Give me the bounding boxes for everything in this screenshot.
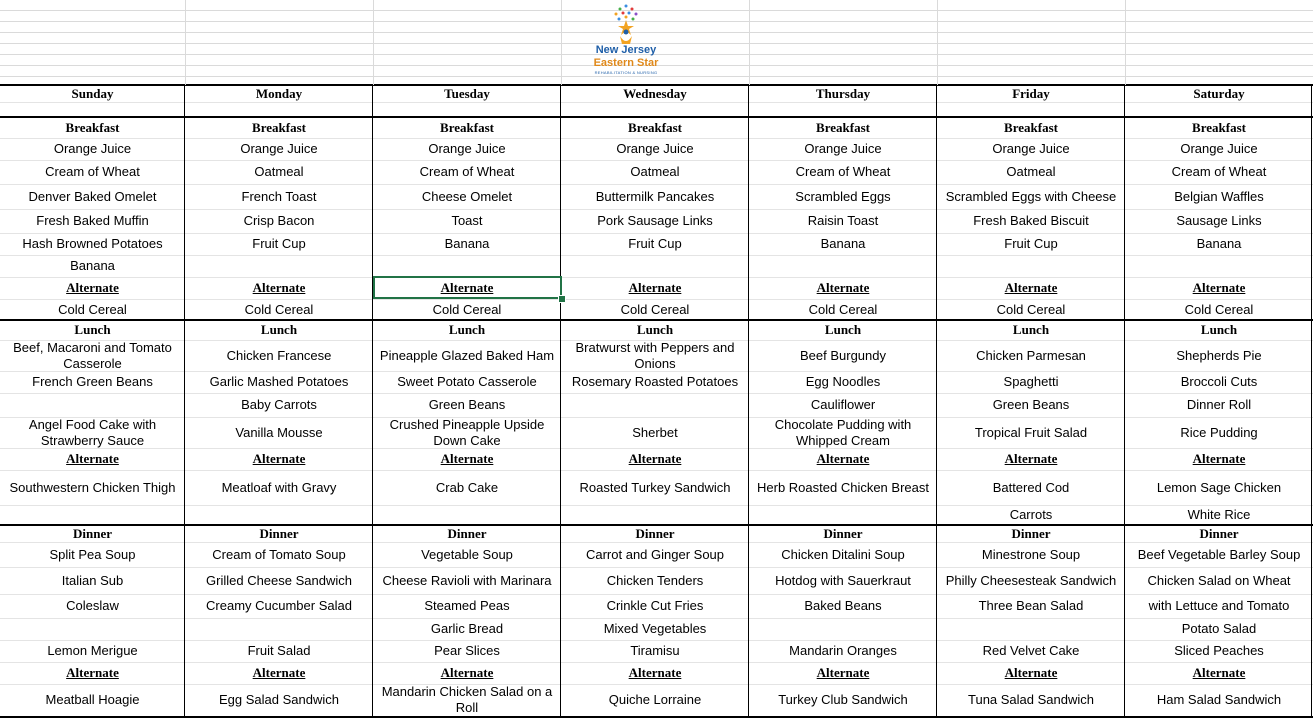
breakfast-item[interactable] xyxy=(561,255,749,277)
dinner-item[interactable]: Lemon Merigue xyxy=(47,643,138,658)
alternate-label[interactable]: Alternate xyxy=(66,280,119,295)
lunch-alternate[interactable]: Battered Cod xyxy=(992,479,1070,495)
breakfast-alternate[interactable]: Cold Cereal xyxy=(808,301,878,317)
breakfast-item[interactable]: Buttermilk Pancakes xyxy=(595,188,715,204)
breakfast-item[interactable]: Banana xyxy=(820,236,866,251)
dinner-item[interactable]: Cream of Tomato Soup xyxy=(212,546,346,562)
breakfast-header[interactable]: Breakfast xyxy=(252,119,306,135)
lunch-item[interactable]: Baby Carrots xyxy=(241,397,317,412)
lunch-extra[interactable] xyxy=(561,505,749,525)
dinner-header[interactable]: Dinner xyxy=(73,525,112,541)
breakfast-item[interactable]: Banana xyxy=(70,258,115,273)
dinner-item[interactable]: Chicken Salad on Wheat xyxy=(1147,572,1291,588)
dinner-item[interactable]: Split Pea Soup xyxy=(49,546,136,562)
fill-handle[interactable] xyxy=(558,295,566,303)
dinner-item[interactable]: Baked Beans xyxy=(804,598,882,613)
dinner-item[interactable]: Red Velvet Cake xyxy=(982,643,1080,658)
alternate-label[interactable]: Alternate xyxy=(1004,280,1058,295)
breakfast-item[interactable] xyxy=(749,255,937,277)
breakfast-header[interactable]: Breakfast xyxy=(440,119,494,135)
lunch-header[interactable]: Lunch xyxy=(260,322,298,337)
lunch-extra[interactable]: White Rice xyxy=(1187,507,1251,522)
dinner-item[interactable]: Beef Vegetable Barley Soup xyxy=(1137,546,1301,562)
breakfast-item[interactable]: Belgian Waffles xyxy=(1174,188,1264,204)
dinner-header[interactable]: Dinner xyxy=(447,525,487,541)
lunch-item[interactable]: Egg Noodles xyxy=(805,374,881,389)
lunch-extra[interactable] xyxy=(0,505,185,525)
logo-line-3: REHABILITATION & NURSING xyxy=(594,70,658,75)
day-header[interactable]: Tuesday xyxy=(444,85,490,101)
dinner-alternate[interactable]: Tuna Salad Sandwich xyxy=(968,692,1094,707)
breakfast-item[interactable]: Cream of Wheat xyxy=(419,164,515,179)
dinner-alternate[interactable]: Meatball Hoagie xyxy=(45,692,140,707)
day-header[interactable]: Wednesday xyxy=(623,85,687,101)
lunch-item[interactable]: French Green Beans xyxy=(32,374,153,389)
dinner-alternate[interactable]: Mandarin Chicken Salad on a Roll xyxy=(381,684,553,715)
dinner-item[interactable]: Minestrone Soup xyxy=(981,546,1081,562)
lunch-item[interactable]: Chocolate Pudding with Whipped Cream xyxy=(774,416,912,448)
lunch-item[interactable]: Garlic Mashed Potatoes xyxy=(209,374,349,389)
lunch-alternate[interactable]: Meatloaf with Gravy xyxy=(221,479,337,495)
dinner-alternate[interactable]: Ham Salad Sandwich xyxy=(1156,692,1282,707)
dinner-item[interactable]: Chicken Tenders xyxy=(606,572,704,588)
lunch-alternate[interactable]: Lemon Sage Chicken xyxy=(1156,479,1282,495)
dinner-item[interactable]: Crinkle Cut Fries xyxy=(606,598,704,613)
breakfast-item[interactable]: Orange Juice xyxy=(240,141,318,156)
breakfast-item[interactable]: Orange Juice xyxy=(616,141,694,156)
logo-line-2: Eastern Star xyxy=(593,57,659,69)
dinner-alternate[interactable]: Quiche Lorraine xyxy=(608,692,702,707)
lunch-header[interactable]: Lunch xyxy=(636,322,674,337)
breakfast-item[interactable]: Pork Sausage Links xyxy=(597,213,713,228)
dinner-item[interactable]: Steamed Peas xyxy=(424,598,510,613)
dinner-alternate[interactable]: Egg Salad Sandwich xyxy=(219,692,339,707)
dinner-item[interactable]: Creamy Cucumber Salad xyxy=(206,598,352,613)
alternate-label[interactable]: Alternate xyxy=(816,280,870,295)
breakfast-item[interactable]: Cream of Wheat xyxy=(1171,164,1267,179)
dinner-item[interactable]: Philly Cheesesteak Sandwich xyxy=(945,572,1117,588)
breakfast-item[interactable]: Banana xyxy=(444,236,490,251)
breakfast-alternate[interactable]: Cold Cereal xyxy=(620,301,690,317)
grid-col-line xyxy=(185,0,186,85)
breakfast-item[interactable] xyxy=(937,255,1125,277)
dinner-header[interactable]: Dinner xyxy=(1199,525,1239,541)
breakfast-header[interactable]: Breakfast xyxy=(65,119,120,135)
breakfast-item[interactable]: Fruit Cup xyxy=(252,236,306,251)
lunch-alternate[interactable]: Herb Roasted Chicken Breast xyxy=(757,479,929,495)
lunch-item[interactable]: Cauliflower xyxy=(810,397,876,412)
dinner-item[interactable] xyxy=(937,618,1125,640)
breakfast-item[interactable]: Cream of Wheat xyxy=(795,164,891,179)
alternate-label[interactable]: Alternate xyxy=(252,451,306,466)
breakfast-item[interactable]: Fresh Baked Biscuit xyxy=(973,213,1089,228)
day-header[interactable]: Thursday xyxy=(815,85,871,101)
alternate-label[interactable]: Alternate xyxy=(1192,665,1246,680)
alternate-label[interactable]: Alternate xyxy=(816,665,870,680)
dinner-item[interactable]: Italian Sub xyxy=(61,572,124,588)
breakfast-item[interactable]: Sausage Links xyxy=(1176,213,1262,228)
lunch-item[interactable]: Sherbet xyxy=(632,424,678,440)
alternate-label[interactable]: Alternate xyxy=(816,451,870,466)
breakfast-item[interactable]: Scrambled Eggs xyxy=(795,188,891,204)
lunch-alternate[interactable]: Roasted Turkey Sandwich xyxy=(579,479,731,495)
breakfast-item[interactable]: Hash Browned Potatoes xyxy=(22,236,163,251)
dinner-item[interactable]: Hotdog with Sauerkraut xyxy=(775,572,911,588)
breakfast-item[interactable]: Orange Juice xyxy=(992,141,1070,156)
breakfast-header[interactable]: Breakfast xyxy=(628,119,682,135)
lunch-item[interactable]: Tropical Fruit Salad xyxy=(974,424,1088,440)
breakfast-item[interactable]: Toast xyxy=(451,213,483,228)
dinner-header[interactable]: Dinner xyxy=(823,525,863,541)
alternate-label[interactable]: Alternate xyxy=(252,665,306,680)
breakfast-alternate[interactable]: Cold Cereal xyxy=(1184,301,1254,317)
day-header[interactable]: Monday xyxy=(255,85,303,101)
lunch-item[interactable]: Green Beans xyxy=(428,397,506,412)
alternate-label[interactable]: Alternate xyxy=(1192,280,1246,295)
dinner-item[interactable]: Carrot and Ginger Soup xyxy=(585,546,725,562)
dinner-item[interactable]: Grilled Cheese Sandwich xyxy=(206,572,352,588)
breakfast-header[interactable]: Breakfast xyxy=(1192,119,1246,135)
facility-logo xyxy=(585,2,667,76)
lunch-header[interactable]: Lunch xyxy=(824,322,862,337)
breakfast-item[interactable]: Oatmeal xyxy=(630,164,680,179)
lunch-extra[interactable] xyxy=(373,505,561,525)
stars-emblem-icon xyxy=(585,2,667,46)
breakfast-item[interactable] xyxy=(185,255,373,277)
day-header[interactable]: Friday xyxy=(1012,85,1050,101)
breakfast-item[interactable]: Cream of Wheat xyxy=(45,164,140,179)
breakfast-header[interactable]: Breakfast xyxy=(1004,119,1058,135)
alternate-label[interactable]: Alternate xyxy=(1192,451,1246,466)
dinner-item[interactable] xyxy=(185,618,373,640)
alternate-label[interactable]: Alternate xyxy=(66,451,119,466)
alternate-label[interactable]: Alternate xyxy=(252,280,306,295)
dinner-item[interactable]: Mixed Vegetables xyxy=(603,621,707,636)
alternate-label[interactable]: Alternate xyxy=(1004,665,1058,680)
grid-col-line xyxy=(373,0,374,85)
logo-line-1: New Jersey xyxy=(595,44,657,56)
alternate-label[interactable]: Alternate xyxy=(628,451,682,466)
dinner-item[interactable]: Coleslaw xyxy=(66,598,119,613)
dinner-header[interactable]: Dinner xyxy=(1011,525,1051,541)
lunch-item[interactable] xyxy=(561,393,749,417)
dinner-item[interactable]: Potato Salad xyxy=(1181,621,1257,636)
lunch-item[interactable] xyxy=(0,393,185,417)
breakfast-header[interactable]: Breakfast xyxy=(816,119,870,135)
breakfast-item[interactable]: Fruit Cup xyxy=(1004,236,1058,251)
lunch-extra[interactable]: Carrots xyxy=(1009,507,1053,522)
lunch-item[interactable]: Dinner Roll xyxy=(1186,397,1252,412)
lunch-item[interactable]: Bratwurst with Peppers and Onions xyxy=(575,339,735,371)
alternate-label[interactable]: Alternate xyxy=(440,451,494,466)
breakfast-item[interactable]: Fruit Cup xyxy=(628,236,682,251)
lunch-item[interactable]: Rice Pudding xyxy=(1180,424,1258,440)
dinner-header[interactable]: Dinner xyxy=(259,525,299,541)
lunch-item[interactable]: Crushed Pineapple Upside Down Cake xyxy=(389,416,545,448)
lunch-item[interactable]: Beef Burgundy xyxy=(799,347,886,363)
breakfast-item[interactable]: Scrambled Eggs with Cheese xyxy=(945,188,1117,204)
selected-cell-outline[interactable] xyxy=(373,276,562,299)
alternate-label[interactable]: Alternate xyxy=(628,280,682,295)
breakfast-item[interactable]: Oatmeal xyxy=(1006,164,1056,179)
breakfast-item[interactable]: Cheese Omelet xyxy=(421,188,513,204)
lunch-header[interactable]: Lunch xyxy=(74,322,111,337)
dinner-item[interactable]: Cheese Ravioli with Marinara xyxy=(382,572,552,588)
lunch-alternate[interactable]: Southwestern Chicken Thigh xyxy=(9,479,176,495)
lunch-item[interactable]: Green Beans xyxy=(992,397,1070,412)
dinner-item[interactable]: with Lettuce and Tomato xyxy=(1148,598,1290,613)
dinner-item[interactable]: Mandarin Oranges xyxy=(789,643,897,658)
lunch-item[interactable]: Rosemary Roasted Potatoes xyxy=(571,374,739,389)
grid-row-line xyxy=(0,102,1313,103)
breakfast-item[interactable]: Raisin Toast xyxy=(807,213,879,228)
alternate-label[interactable]: Alternate xyxy=(628,665,682,680)
breakfast-item[interactable]: French Toast xyxy=(241,188,317,204)
dinner-item[interactable]: Pear Slices xyxy=(434,643,500,658)
lunch-item[interactable]: Broccoli Cuts xyxy=(1180,374,1258,389)
dinner-item[interactable]: Tiramisu xyxy=(630,643,680,658)
lunch-extra[interactable] xyxy=(749,505,937,525)
day-header[interactable]: Sunday xyxy=(71,85,114,101)
lunch-extra[interactable] xyxy=(185,505,373,525)
day-header[interactable]: Saturday xyxy=(1193,85,1245,101)
lunch-item[interactable]: Pineapple Glazed Baked Ham xyxy=(379,347,555,363)
breakfast-item[interactable]: Orange Juice xyxy=(804,141,882,156)
lunch-header[interactable]: Lunch xyxy=(1012,322,1050,337)
alternate-label[interactable]: Alternate xyxy=(440,665,494,680)
dinner-alternate[interactable]: Turkey Club Sandwich xyxy=(778,692,908,707)
dinner-item[interactable]: Chicken Ditalini Soup xyxy=(781,546,905,562)
breakfast-alternate[interactable]: Cold Cereal xyxy=(244,301,314,317)
lunch-item[interactable]: Spaghetti xyxy=(1003,374,1059,389)
lunch-item[interactable]: Beef, Macaroni and Tomato Casserole xyxy=(13,339,172,371)
breakfast-item[interactable]: Banana xyxy=(1196,236,1242,251)
dinner-header[interactable]: Dinner xyxy=(635,525,675,541)
breakfast-alternate[interactable]: Cold Cereal xyxy=(996,301,1066,317)
lunch-alternate[interactable]: Crab Cake xyxy=(435,479,499,495)
grid-col-line xyxy=(1125,0,1126,85)
lunch-header[interactable]: Lunch xyxy=(448,322,486,337)
grid-col-line xyxy=(561,0,562,85)
lunch-item[interactable]: Chicken Parmesan xyxy=(976,347,1086,363)
lunch-item[interactable]: Sweet Potato Casserole xyxy=(397,374,537,389)
alternate-label[interactable]: Alternate xyxy=(1004,451,1058,466)
breakfast-item[interactable] xyxy=(373,255,561,277)
alternate-label[interactable]: Alternate xyxy=(440,280,494,295)
breakfast-alternate[interactable]: Cold Cereal xyxy=(58,301,127,317)
breakfast-item[interactable]: Orange Juice xyxy=(1180,141,1258,156)
breakfast-item[interactable]: Crisp Bacon xyxy=(243,213,315,228)
grid-row-line xyxy=(0,76,1313,77)
alternate-label[interactable]: Alternate xyxy=(66,665,119,680)
dinner-item[interactable]: Garlic Bread xyxy=(430,621,504,636)
breakfast-alternate[interactable]: Cold Cereal xyxy=(432,301,502,317)
dinner-item[interactable]: Three Bean Salad xyxy=(978,598,1084,613)
dinner-item[interactable]: Sliced Peaches xyxy=(1174,643,1264,658)
grid-col-line xyxy=(749,0,750,85)
lunch-header[interactable]: Lunch xyxy=(1200,322,1238,337)
lunch-item[interactable]: Shepherds Pie xyxy=(1176,347,1262,363)
lunch-item[interactable]: Angel Food Cake with Strawberry Sauce xyxy=(28,416,157,448)
grid-col-line xyxy=(937,0,938,85)
breakfast-item[interactable]: Orange Juice xyxy=(428,141,506,156)
breakfast-item[interactable]: Oatmeal xyxy=(254,164,304,179)
breakfast-item[interactable]: Denver Baked Omelet xyxy=(28,188,157,204)
breakfast-item[interactable]: Fresh Baked Muffin xyxy=(36,213,149,228)
breakfast-item[interactable] xyxy=(1125,255,1313,277)
lunch-item[interactable]: Chicken Francese xyxy=(226,347,332,363)
dinner-item[interactable] xyxy=(749,618,937,640)
dinner-item[interactable] xyxy=(0,618,185,640)
dinner-item[interactable]: Vegetable Soup xyxy=(421,546,513,562)
dinner-item[interactable]: Fruit Salad xyxy=(247,643,311,658)
breakfast-item[interactable]: Orange Juice xyxy=(53,141,132,156)
lunch-item[interactable]: Vanilla Mousse xyxy=(235,424,323,440)
